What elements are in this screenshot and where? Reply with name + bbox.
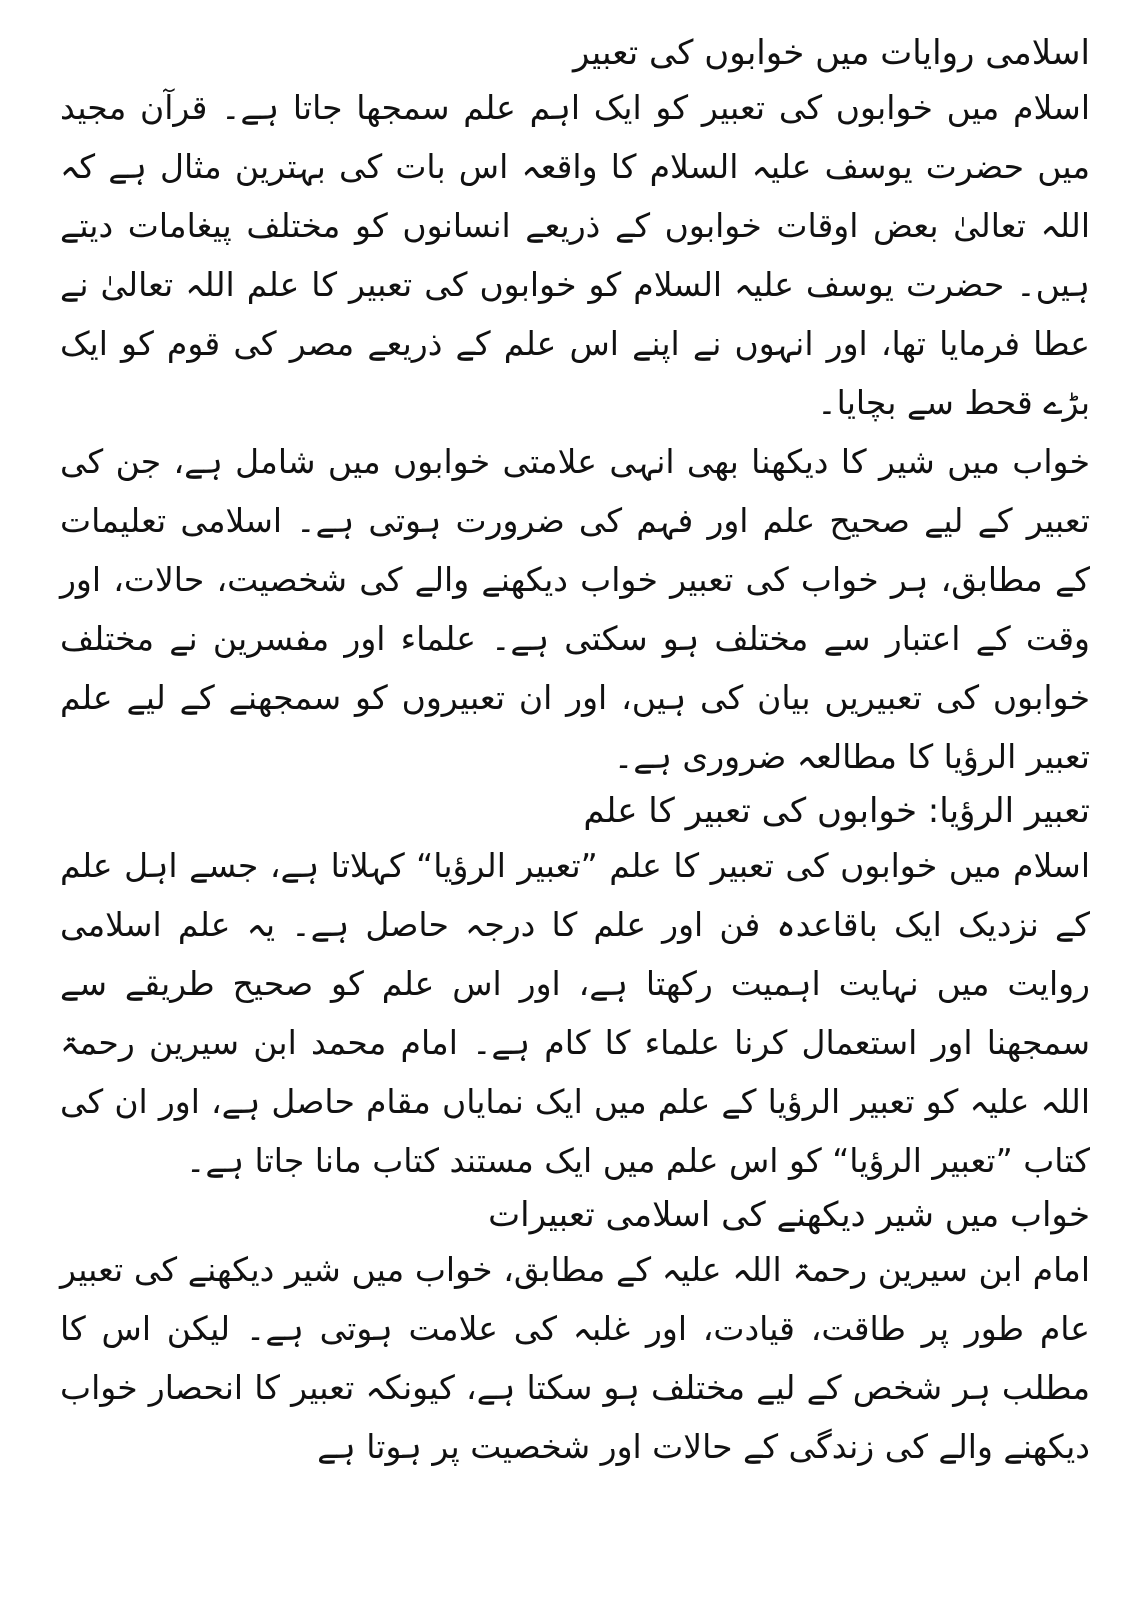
paragraph-lion-symbolic: خواب میں شیر کا دیکھنا بھی انہی علامتی خوابوں میں شامل ہے، جن کی تعبیر کے لیے صحیح علم اور فہم کی ضرورت ہوتی ہے۔ اسلامی تعلیمات کے مطابق، ہر خواب کی تعبیر خواب دیکھنے والے کی شخصیت، حالات، اور وقت کے اعتبار سے مختلف ہو سکتی ہے۔ علماء اور مفسرین نے مختلف خوابوں کی تعبیریں بیان کی ہیں، اور ان تعبیروں کو سمجھنے کے لیے علم تعبیر الرؤیا کا مطالعہ ضروری ہے۔: [60, 442, 1090, 776]
paragraph-yusuf-story: اسلام میں خوابوں کی تعبیر کو ایک اہم علم سمجھا جاتا ہے۔ قرآن مجید میں حضرت یوسف علیہ السلام کا واقعہ اس بات کی بہترین مثال ہے کہ اللہ تعالیٰ بعض اوقات خوابوں کے ذریعے انسانوں کو مختلف پیغامات دیتے ہیں۔ حضرت یوسف علیہ السلام کو خوابوں کی تعبیر کا علم اللہ تعالیٰ نے عطا فرمایا تھا، اور انہوں نے اپنے اس علم کے ذریعے مصر کی قوم کو ایک بڑے قحط سے بچایا۔: [60, 88, 1090, 422]
section-heading-tabeer-ul-roya: تعبیر الرؤیا: خوابوں کی تعبیر کا علم: [583, 791, 1090, 831]
paragraph-lion-meaning: امام ابن سیرین رحمۃ اللہ علیہ کے مطابق، خواب میں شیر دیکھنے کی تعبیر عام طور پر طاقت، قیادت، اور غلبہ کی علامت ہوتی ہے۔ لیکن اس کا مطلب ہر شخص کے لیے مختلف ہو سکتا ہے، کیونکہ تعبیر کا انحصار خواب دیکھنے والے کی زندگی کے حالات اور شخصیت پر ہوتا ہے: [60, 1250, 1090, 1466]
section-heading-lion-interpretations: خواب میں شیر دیکھنے کی اسلامی تعبیرات: [488, 1195, 1090, 1235]
section-heading-islamic-traditions: اسلامی روایات میں خوابوں کی تعبیر: [573, 33, 1090, 73]
article: [60, 28, 1090, 1476]
paragraph-ibn-sirin-book: اسلام میں خوابوں کی تعبیر کا علم ”تعبیر الرؤیا“ کہلاتا ہے، جسے اہل علم کے نزدیک ایک باقاعدہ فن اور علم کا درجہ حاصل ہے۔ یہ علم اسلامی روایت میں نہایت اہمیت رکھتا ہے، اور اس علم کو صحیح طریقے سے سمجھنا اور استعمال کرنا علماء کا کام ہے۔ امام محمد ابن سیرین رحمۃ اللہ علیہ کو تعبیر الرؤیا کے علم میں ایک نمایاں مقام حاصل ہے، اور ان کی کتاب ”تعبیر الرؤیا“ کو اس علم میں ایک مستند کتاب مانا جاتا ہے۔: [60, 846, 1090, 1180]
